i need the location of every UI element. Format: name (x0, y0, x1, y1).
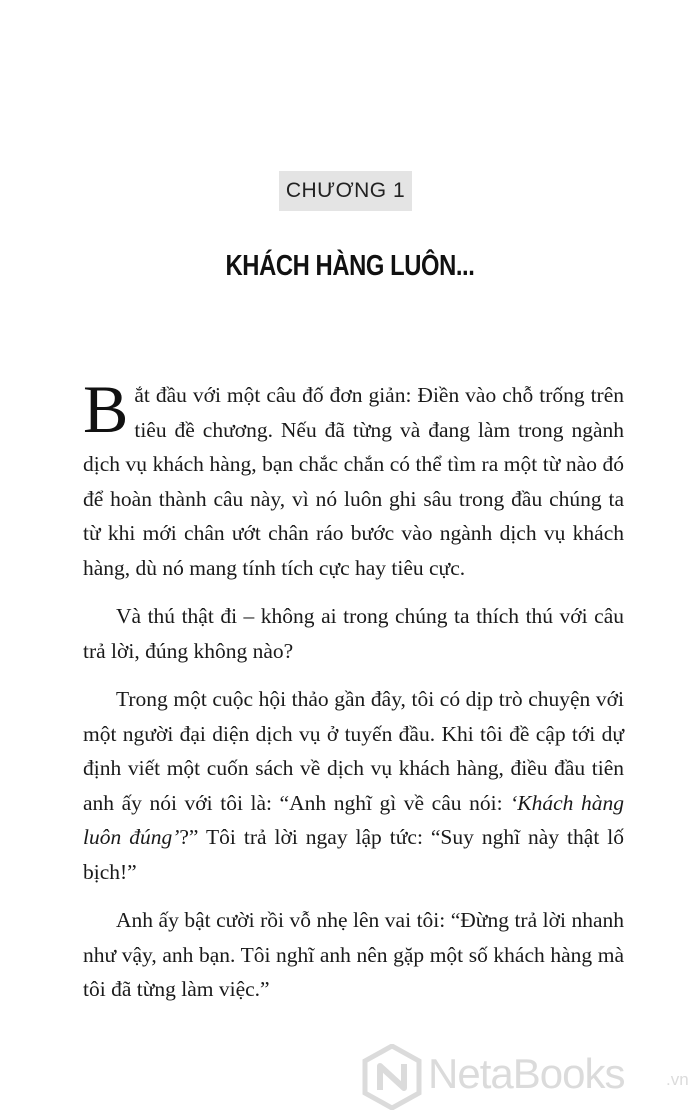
paragraph-3 (83, 682, 624, 889)
paragraph-3-text-b: ?” Tôi trả lời ngay lập tức: “Suy nghĩ này thật lố bịch!” (83, 825, 624, 884)
watermark-suffix: .vn (666, 1070, 689, 1089)
paragraph-3-quote: ‘Khách hàng luôn đúng’ (83, 790, 624, 849)
paragraph-1 (83, 371, 624, 585)
paragraph-1-text: ắt đầu với một câu đố đơn giản: Điền vào chỗ trống trên tiêu đề chương. Nếu đã từng và đang làm trong ngành dịch vụ khách hàng, bạn chắc chắn có thể tìm ra một từ nào đó để hoàn thành câu này, vì nó luôn ghi sâu trong đầu chúng ta từ khi mới chân ướt chân ráo bước vào ngành dịch vụ khách hàng, dù nó mang tính tích cực hay tiêu cực. (83, 383, 624, 580)
drop-cap: B (83, 371, 129, 447)
watermark-brand: NetaBooks (428, 1050, 625, 1097)
paragraph-4: Anh ấy bật cười rồi vỗ nhẹ lên vai tôi: “Đừng trả lời nhanh như vậy, anh bạn. Tôi nghĩ anh nên gặp một số khách hàng mà tôi đã từng làm việc.” (83, 908, 624, 1001)
paragraph-3-text-a: Trong một cuộc hội thảo gần đây, tôi có dịp trò chuyện với một người đại diện dịch vụ ở tuyến đầu. Khi tôi đề cập tới dự định viết một cuốn sách về dịch vụ khách hàng, điều đầu tiên anh ấy nói với tôi là: “Anh nghĩ gì về câu nói: (83, 687, 624, 815)
chapter-label: CHƯƠNG 1 (279, 171, 412, 211)
netabooks-logo-icon (362, 1044, 422, 1110)
watermark (362, 1042, 697, 1112)
paragraph-2: Và thú thật đi – không ai trong chúng ta thích thú với câu trả lời, đúng không nào? (83, 604, 624, 663)
chapter-body (83, 371, 624, 1021)
chapter-title: KHÁCH HÀNG LUÔN... (225, 250, 475, 282)
